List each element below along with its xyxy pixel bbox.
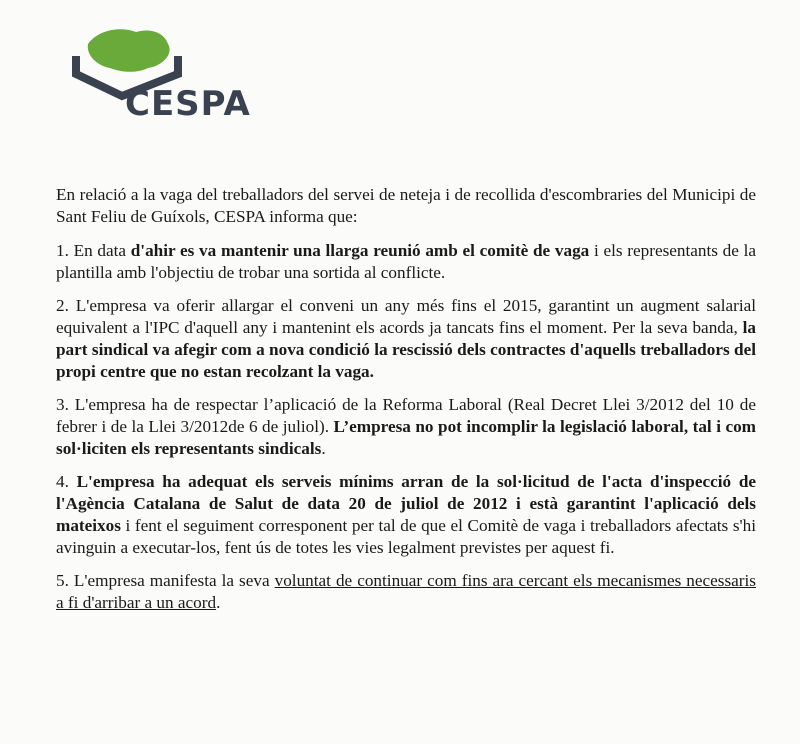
document-body (56, 184, 756, 625)
paragraph-2 (56, 295, 756, 383)
paragraph-4-text-c: i fent el seguiment corresponent per tal de que el Comitè de vaga i treballadors afectats s'hi avinguin a executar-los, fent ús de totes les vies legalment previstes per aquest fi. (56, 516, 756, 557)
paragraph-3-text-a: 3. L'empresa ha de respectar l’aplicació de la Reforma Laboral (Real Decret Llei 3/2012 del 10 de febrer i de la Llei 3/2012de 6 de juliol). (56, 395, 756, 436)
paragraph-3-bold: L’empresa no pot incomplir la legislació laboral, tal i com sol·liciten els representants sindicals (56, 417, 756, 458)
paragraph-1 (56, 240, 756, 284)
paragraph-5-text-a: 5. L'empresa manifesta la seva (56, 571, 275, 590)
paragraph-3-text-c: . (321, 439, 326, 458)
paragraph-1-bold: d'ahir es va mantenir una llarga reunió amb el comitè de vaga (130, 241, 590, 260)
paragraph-2-bold: la part sindical va afegir com a nova condició la rescissió dels contractes d'aquells treballadors del propi centre que no estan recolzant la vaga. (56, 318, 756, 381)
paragraph-1-text-a: 1. En data (56, 241, 131, 260)
paragraph-5 (56, 570, 756, 614)
paragraph-4-text-a: 4. (56, 472, 77, 491)
paragraph-4 (56, 471, 756, 559)
paragraph-3 (56, 394, 756, 460)
paragraph-2-text-a: 2. L'empresa va oferir allargar el conveni un any més fins el 2015, garantint un augment salarial equivalent a l'IPC d'aquell any i mantenint els acords ja tancats fins el moment. Per la seva banda, (56, 296, 756, 337)
cespa-logo (70, 26, 270, 126)
logo-text: CESPA (125, 84, 251, 124)
paragraph-5-text-c: . (216, 593, 221, 612)
paragraph-5-underlined: voluntat de continuar com fins ara cercant els mecanismes necessaris a fi d'arribar a un acord (56, 571, 756, 612)
intro-paragraph: En relació a la vaga del treballadors del servei de neteja i de recollida d'escombraries del Municipi de Sant Feliu de Guíxols, CESPA informa que: (56, 185, 756, 226)
paragraph-4-bold: L'empresa ha adequat els serveis mínims arran de la sol·licitud de l'acta d'inspecció de l'Agència Catalana de Salut de data 20 de juliol de 2012 i està garantint l'aplicació dels mateixos (56, 472, 757, 535)
paragraph-1-text-c: i els representants de la plantilla amb l'objectiu de trobar una sortida al conflicte. (56, 241, 756, 282)
logo-leaf (88, 29, 170, 71)
